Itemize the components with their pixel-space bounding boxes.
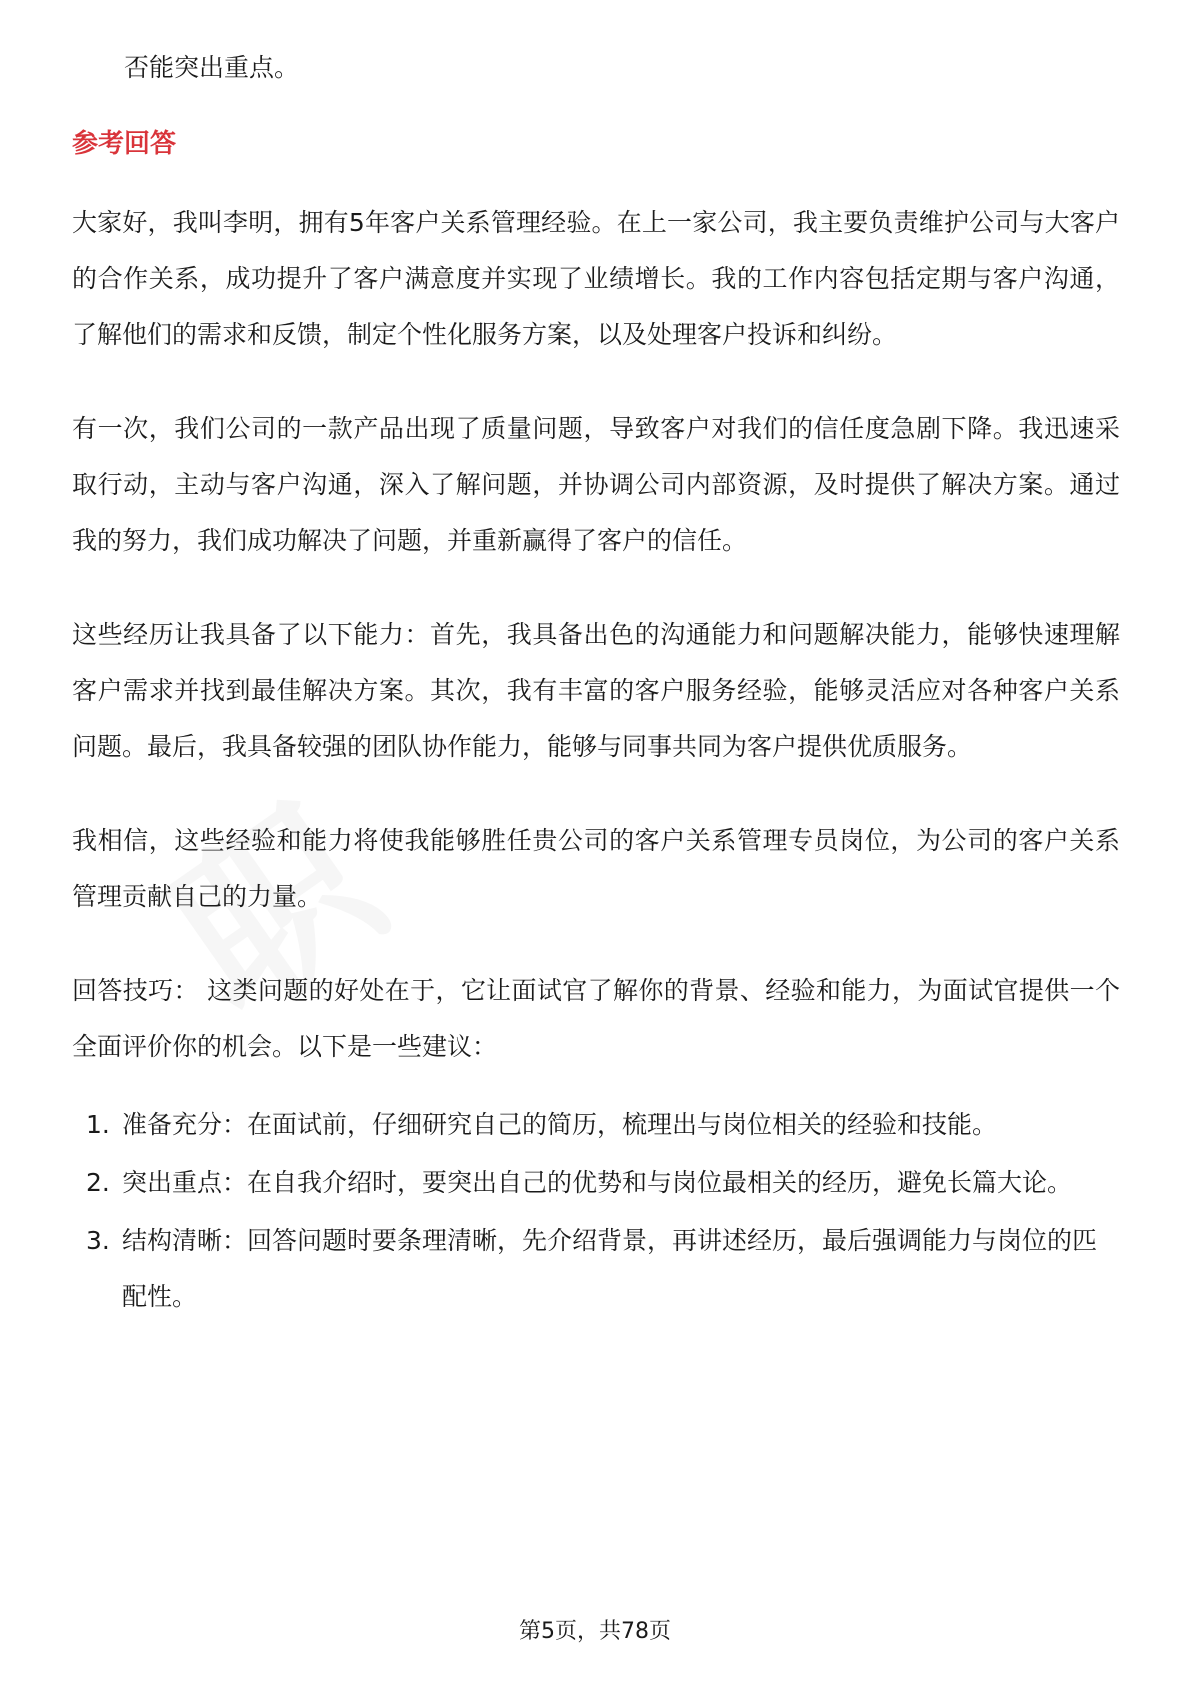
list-item <box>72 1155 1120 1211</box>
paragraph-intro: 大家好，我叫李明，拥有5年客户关系管理经验。在上一家公司，我主要负责维护公司与大客户的合作关系，成功提升了客户满意度并实现了业绩增长。我的工作内容包括定期与客户沟通，了解他们的需求和反馈，制定个性化服务方案，以及处理客户投诉和纠纷。 <box>72 208 1120 349</box>
list-number: 2. <box>86 1168 110 1197</box>
list-text: 突出重点：在自我介绍时，要突出自己的优势和与岗位最相关的经历，避免长篇大论。 <box>122 1168 1073 1197</box>
continuation-text: 否能突出重点。 <box>124 53 300 82</box>
list-number: 3. <box>86 1226 110 1255</box>
paragraph-abilities: 这些经历让我具备了以下能力：首先，我具备出色的沟通能力和问题解决能力，能够快速理解客户需求并找到最佳解决方案。其次，我有丰富的客户服务经验，能够灵活应对各种客户关系问题。最后，我具备较强的团队协作能力，能够与同事共同为客户提供优质服务。 <box>72 620 1120 761</box>
tips-intro: 回答技巧： 这类问题的好处在于，它让面试官了解你的背景、经验和能力，为面试官提供一个全面评价你的机会。以下是一些建议： <box>72 976 1120 1061</box>
section-title: 参考回答 <box>72 129 177 159</box>
list-number: 1. <box>86 1110 110 1139</box>
list-text: 结构清晰：回答问题时要条理清晰，先介绍背景，再讲述经历，最后强调能力与岗位的匹配性。 <box>122 1226 1098 1311</box>
list-item <box>72 1097 1120 1153</box>
list-text: 准备充分：在面试前，仔细研究自己的简历，梳理出与岗位相关的经验和技能。 <box>122 1110 998 1139</box>
list-item <box>72 1213 1120 1325</box>
paragraph-story: 有一次，我们公司的一款产品出现了质量问题，导致客户对我们的信任度急剧下降。我迅速采取行动，主动与客户沟通，深入了解问题，并协调公司内部资源，及时提供了解决方案。通过我的努力，我们成功解决了问题，并重新赢得了客户的信任。 <box>72 414 1120 555</box>
page-footer: 第5页，共78页 <box>519 1619 671 1644</box>
answer-body <box>72 195 1120 1327</box>
paragraph-conclusion: 我相信，这些经验和能力将使我能够胜任贵公司的客户关系管理专员岗位，为公司的客户关系管理贡献自己的力量。 <box>72 826 1120 911</box>
tips-list <box>72 1097 1120 1325</box>
